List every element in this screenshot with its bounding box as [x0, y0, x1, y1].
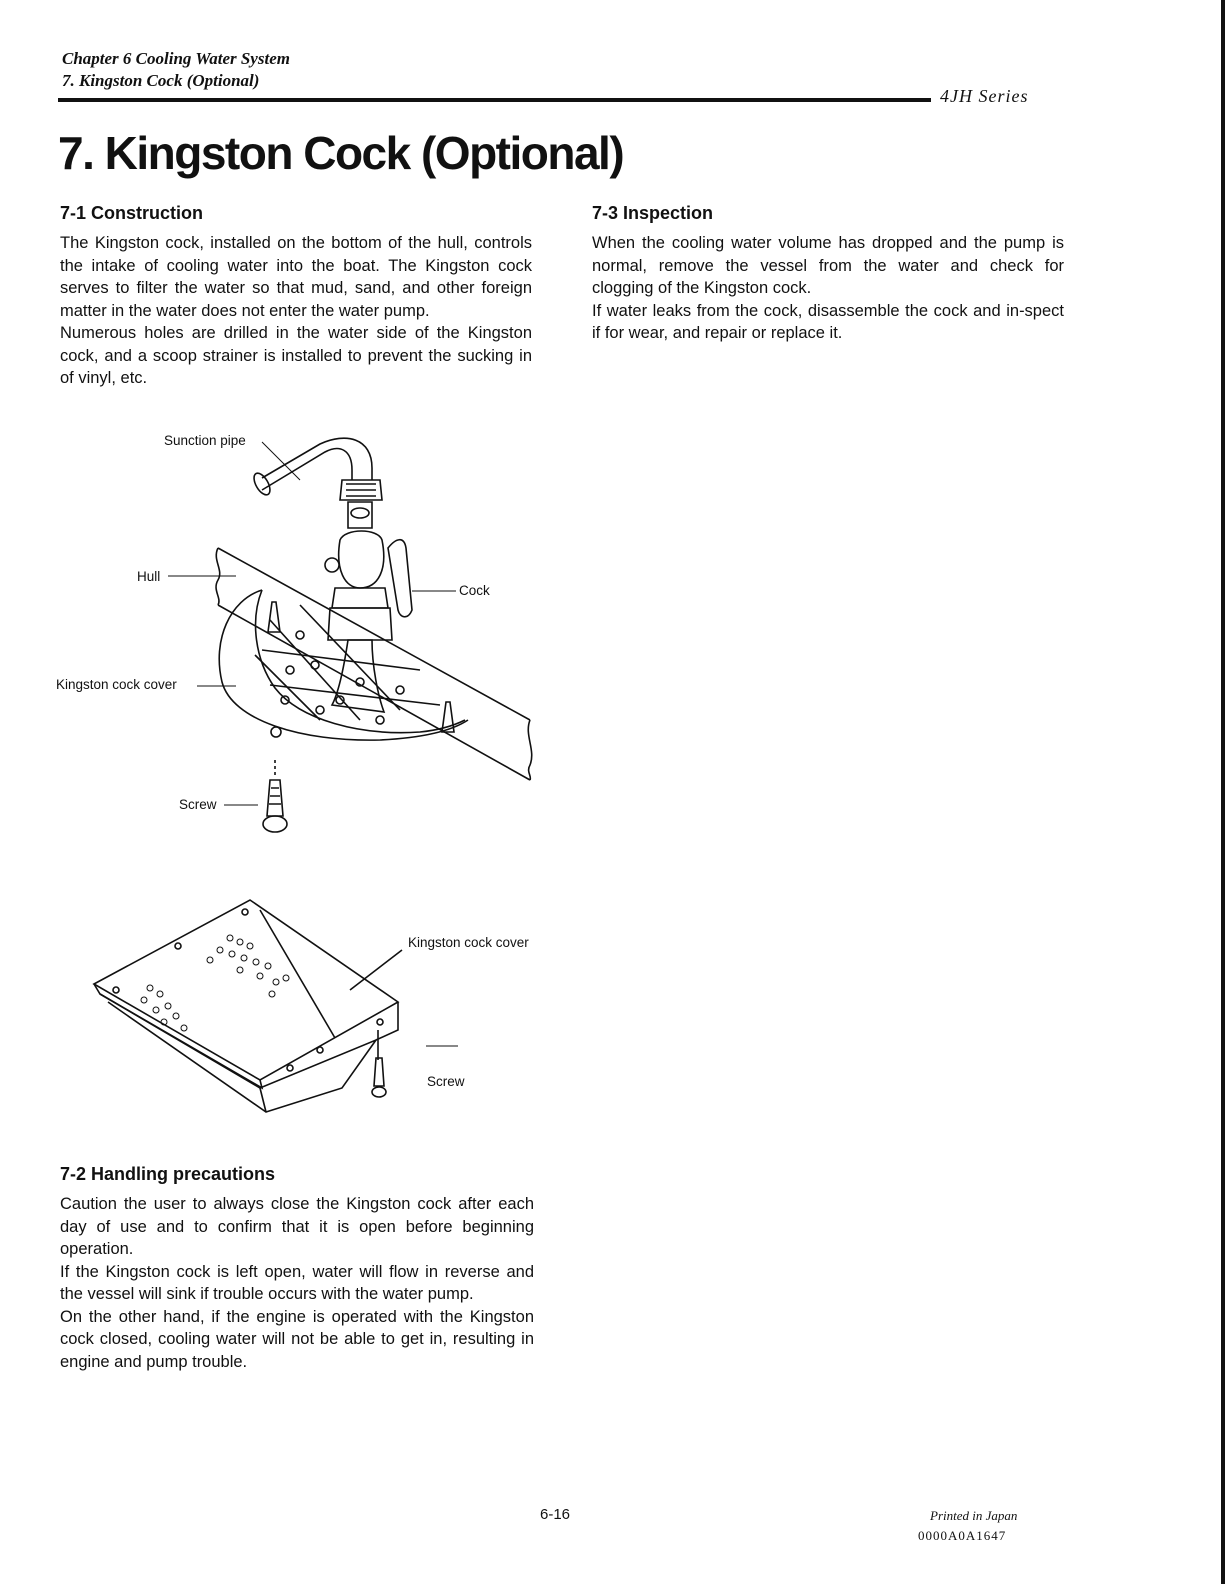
handling-paragraph-3: On the other hand, if the engine is operated with the Kingston cock closed, cooling water will not be able to get in, resulting in engine and pump trouble.	[60, 1307, 534, 1371]
inspection-paragraph-1: When the cooling water volume has dropped and the pump is normal, remove the vessel from the water and check for clogging of the Kingston cock.	[592, 234, 1064, 297]
page-number: 6-16	[540, 1506, 571, 1523]
label-kingston-cock-cover: Kingston cock cover	[56, 677, 177, 692]
document-code: 0000A0A1647	[918, 1528, 1007, 1543]
header-rule	[58, 98, 931, 102]
inspection-paragraph-2: If water leaks from the cock, disassemble the cock and in-spect if for wear, and repair or replace it.	[592, 301, 1064, 342]
inspection-heading: 7-3 Inspection	[592, 203, 714, 223]
page-title: 7. Kingston Cock (Optional)	[58, 127, 624, 179]
label-suction-pipe: Sunction pipe	[164, 433, 246, 448]
label-cock: Cock	[459, 583, 490, 598]
label-screw: Screw	[179, 797, 217, 812]
running-header-chapter: Chapter 6 Cooling Water System	[62, 49, 290, 68]
kingston-cock-assembly-figure	[0, 420, 600, 850]
label-kingston-cock-cover-2: Kingston cock cover	[408, 935, 529, 950]
construction-paragraph-2: Numerous holes are drilled in the water side of the Kingston cock, and a scoop strainer is installed to prevent the sucking in of vinyl, etc.	[60, 324, 532, 387]
running-header	[62, 48, 290, 92]
handling-paragraph-1: Caution the user to always close the Kingston cock after each day of use and to confirm that it is open before beginning operation.	[60, 1195, 534, 1258]
handling-heading: 7-2 Handling precautions	[60, 1164, 276, 1184]
construction-heading: 7-1 Construction	[60, 203, 204, 223]
running-header-section: 7. Kingston Cock (Optional)	[62, 71, 260, 90]
label-screw-2: Screw	[427, 1074, 465, 1089]
section-construction	[60, 202, 532, 390]
construction-paragraph-1: The Kingston cock, installed on the bottom of the hull, controls the intake of cooling water into the boat. The Kingston cock serves to filter the water so that mud, sand, and other foreign matter in the water does not enter the water pump.	[60, 234, 532, 320]
page-edge	[1221, 0, 1225, 1584]
handling-paragraph-2: If the Kingston cock is left open, water will flow in reverse and the vessel will sink if trouble occurs with the water pump.	[60, 1262, 534, 1303]
kingston-cock-cover-figure	[80, 890, 560, 1130]
section-handling-precautions	[60, 1163, 534, 1373]
section-inspection	[592, 202, 1064, 345]
series-label: 4JH Series	[940, 86, 1029, 106]
printed-in-japan: Printed in Japan	[930, 1508, 1018, 1523]
label-hull: Hull	[137, 569, 161, 584]
